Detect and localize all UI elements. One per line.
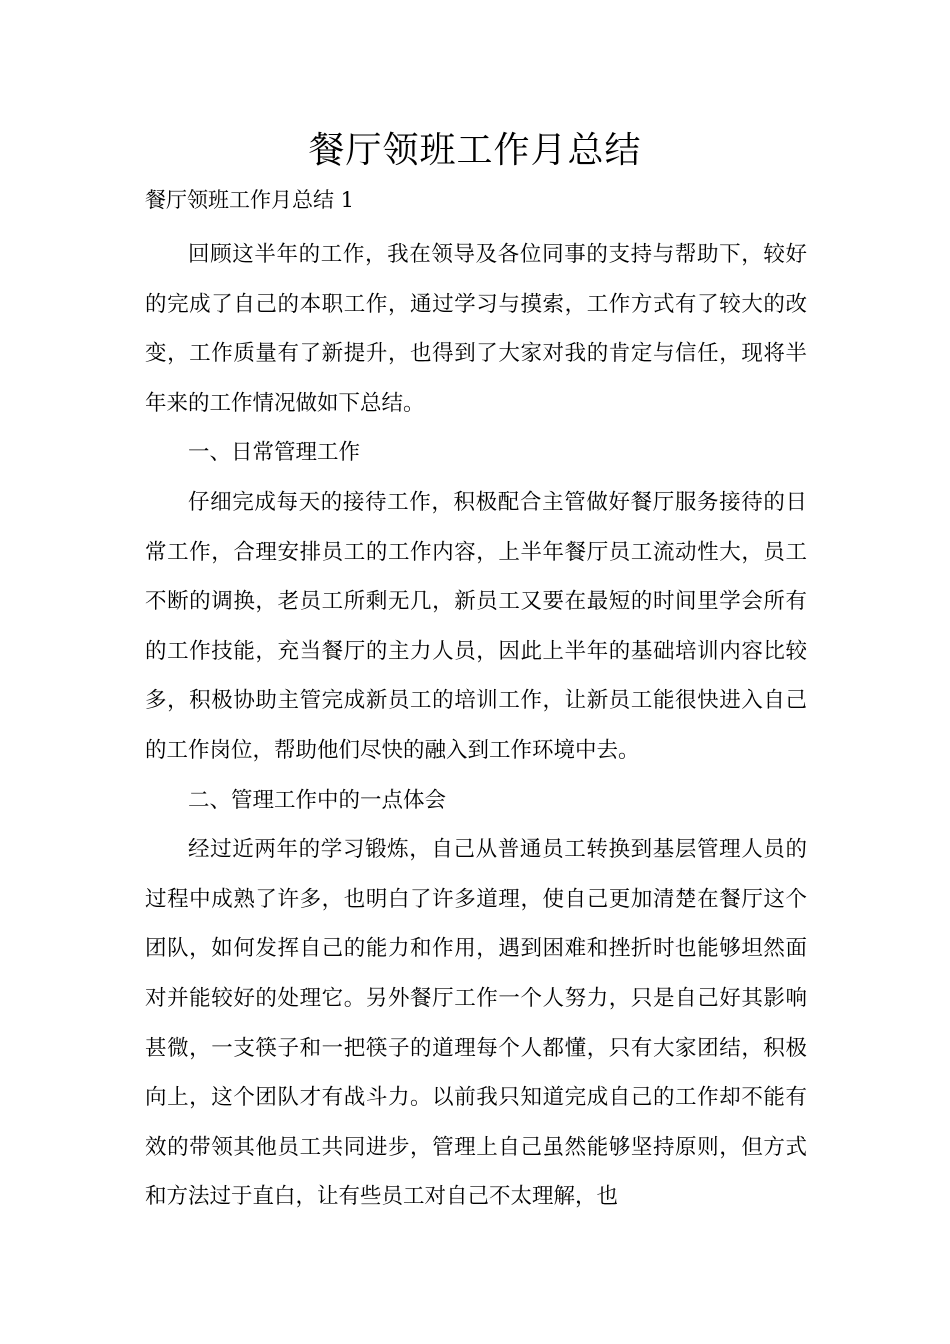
document-title: 餐厅领班工作月总结: [308, 130, 642, 171]
section-heading-management-insights: 二、管理工作中的一点体会: [188, 787, 447, 813]
paragraph-daily-management: 仔细完成每天的接待工作，积极配合主管做好餐厅服务接待的日常工作，合理安排员工的工作内容，上半年餐厅员工流动性大，员工不断的调换，老员工所剩无几，新员工又要在最短的时间里学会所有的工作技能，充当餐厅的主力人员，因此上半年的基础培训内容比较多，积极协助主管完成新员工的培训工作，让新员工能很快进入自己的工作岗位，帮助他们尽快的融入到工作环境中去。: [145, 489, 807, 763]
document-body: [145, 230, 807, 1222]
section-heading-daily-management: 一、日常管理工作: [188, 440, 361, 466]
document-subtitle: 餐厅领班工作月总结 1: [145, 188, 355, 212]
paragraph-intro: 回顾这半年的工作，我在领导及各位同事的支持与帮助下，较好的完成了自己的本职工作，通过学习与摸索，工作方式有了较大的改变，工作质量有了新提升，也得到了大家对我的肯定与信任，现将半年来的工作情况做如下总结。: [145, 242, 807, 416]
paragraph-management-insights: 经过近两年的学习锻炼，自己从普通员工转换到基层管理人员的过程中成熟了许多，也明白了许多道理，使自己更加清楚在餐厅这个团队，如何发挥自己的能力和作用，遇到困难和挫折时也能够坦然面对并能较好的处理它。另外餐厅工作一个人努力，只是自己好其影响甚微，一支筷子和一把筷子的道理每个人都懂，只有大家团结，积极向上，这个团队才有战斗力。以前我只知道完成自己的工作却不能有效的带领其他员工共同进步，管理上自己虽然能够坚持原则，但方式和方法过于直白，让有些员工对自己不太理解，也: [145, 837, 807, 1210]
